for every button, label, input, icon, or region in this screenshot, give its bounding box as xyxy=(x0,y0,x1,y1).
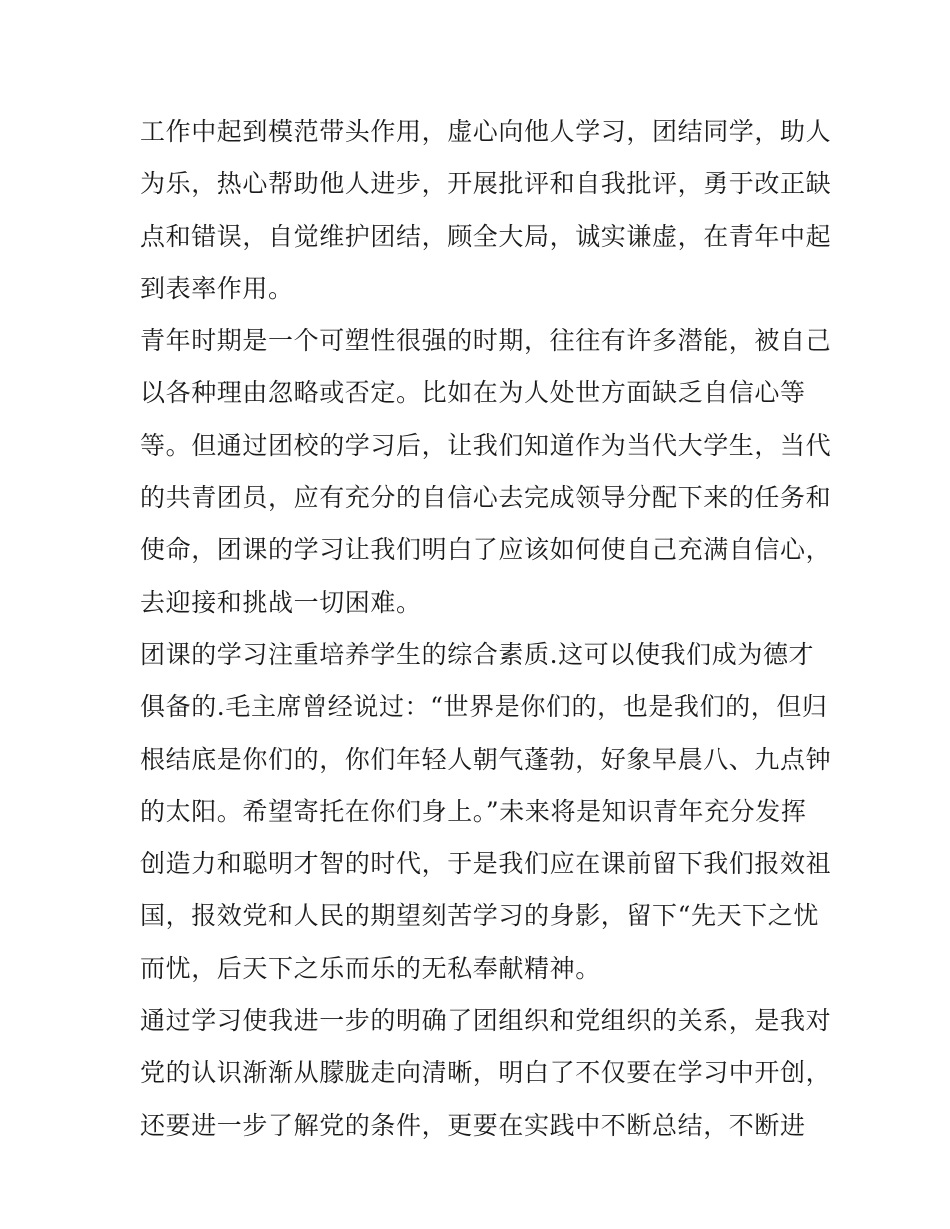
text-line: 创造力和聪明才智的时代，于是我们应在课前留下我们报效祖 xyxy=(140,849,832,879)
text-line: 团课的学习注重培养学生的综合素质.这可以使我们成为德才 xyxy=(140,639,815,669)
text-line: 的共青团员，应有充分的自信心去完成领导分配下来的任务和 xyxy=(140,483,832,513)
text-line: 的太阳。希望寄托在你们身上。”未来将是知识青年充分发挥 xyxy=(140,796,807,826)
text-line: 等。但通过团校的学习后，让我们知道作为当代大学生，当代 xyxy=(140,430,832,460)
text-line: 还要进一步了解党的条件，更要在实践中不断总结，不断进 xyxy=(140,1110,806,1140)
text-line: 而忧，后天下之乐而乐的无私奉献精神。 xyxy=(140,953,601,983)
text-line: 工作中起到模范带头作用，虚心向他人学习，团结同学，助人 xyxy=(140,117,832,146)
text-line: 通过学习使我进一步的明确了团组织和党组织的关系，是我对 xyxy=(140,1006,832,1036)
text-line: 俱备的.毛主席曾经说过：“世界是你们的，也是我们的，但归 xyxy=(140,692,828,722)
text-line: 为乐，热心帮助他人进步，开展批评和自我批评，勇于改正缺 xyxy=(140,169,832,199)
text-line: 国，报效党和人民的期望刻苦学习的身影，留下“先天下之忧 xyxy=(140,901,819,931)
text-line: 点和错误，自觉维护团结，顾全大局，诚实谦虚，在青年中起 xyxy=(140,221,832,251)
text-line: 使命，团课的学习让我们明白了应该如何使自己充满自信心， xyxy=(140,535,832,565)
paragraph-1 xyxy=(140,106,830,315)
text-line: 去迎接和挑战一切困难。 xyxy=(140,587,422,617)
text-line: 青年时期是一个可塑性很强的时期，往往有许多潜能，被自己 xyxy=(140,326,832,356)
paragraph-2 xyxy=(140,315,830,629)
text-line: 到表率作用。 xyxy=(140,273,294,303)
text-line: 以各种理由忽略或否定。比如在为人处世方面缺乏自信心等 xyxy=(140,378,806,408)
document-body xyxy=(140,106,830,1152)
paragraph-4 xyxy=(140,995,830,1152)
paragraph-3 xyxy=(140,629,830,995)
text-line: 根结底是你们的，你们年轻人朝气蓬勃，好象早晨八、九点钟 xyxy=(140,744,832,774)
text-line: 党的认识渐渐从朦胧走向清晰，明白了不仅要在学习中开创， xyxy=(140,1058,832,1088)
